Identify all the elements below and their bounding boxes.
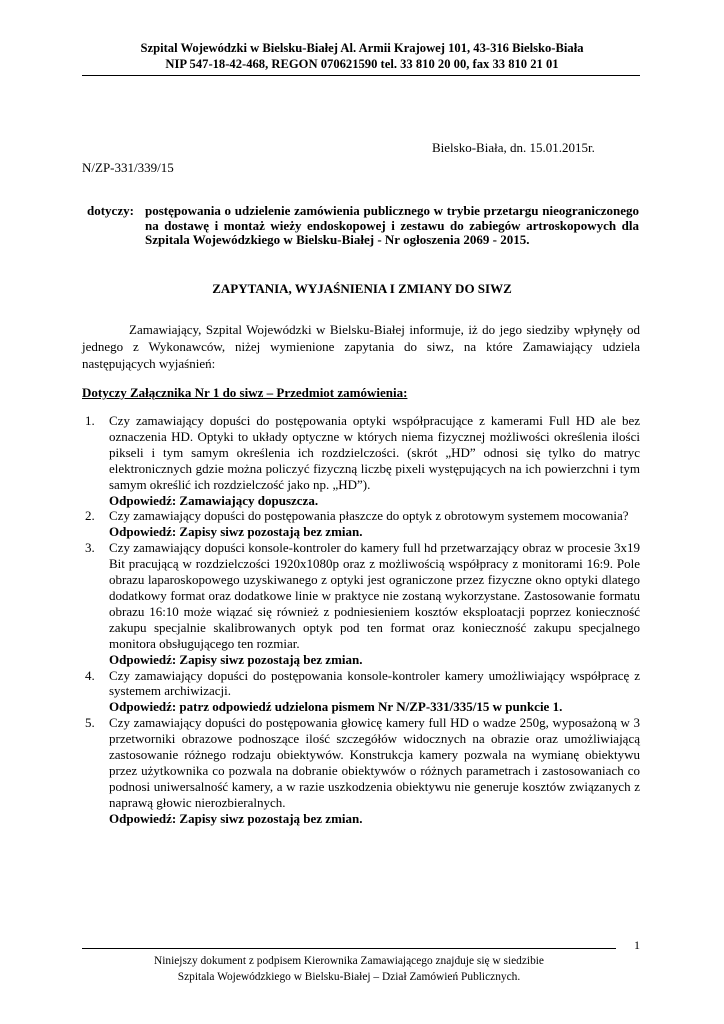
letterhead-contact: NIP 547-18-42-468, REGON 070621590 tel. 33 810 20 00, fax 33 810 21 01 bbox=[165, 57, 559, 71]
page-number: 1 bbox=[634, 938, 640, 952]
item-number: 5. bbox=[85, 715, 95, 731]
item-question: Czy zamawiający dopuści do postępowania płaszcze do optyk z obrotowym systemem mocowania? bbox=[109, 508, 629, 524]
intro-text: Zamawiający, Szpital Wojewódzki w Bielsku-Białej informuje, iż do jego siedziby wpłynęły od jednego z Wykonawców, niżej wymienione zapytania do siwz, na które Zamawiający udziela następujących wyjaśnień: bbox=[82, 322, 640, 371]
item-answer: Odpowiedź: Zapisy siwz pozostają bez zmian. bbox=[109, 524, 363, 540]
reference-number: N/ZP-331/339/15 bbox=[82, 160, 174, 175]
item-number: 1. bbox=[85, 413, 95, 428]
question-list bbox=[82, 413, 640, 827]
footer-divider bbox=[82, 948, 616, 949]
list-item bbox=[82, 540, 640, 667]
intro-paragraph bbox=[82, 322, 640, 372]
item-number: 2. bbox=[85, 508, 95, 524]
document-date: Bielsko-Biała, dn. 15.01.2015r. bbox=[432, 140, 595, 155]
footer-note bbox=[82, 954, 616, 985]
list-item bbox=[82, 508, 640, 540]
item-question: Czy zamawiający dopuści do postępowania głowicę kamery full HD o wadze 250g, wyposażoną w 3 przetworniki obrazowe podnoszące ilość szczegółów widocznych na obrazie oraz umożliwiającą zastosowanie różnego rodzaju obiektywów. Konstrukcja kamery pozwala na wymianę obiektywu przez użytkownika co pozwala na dobranie obiektywów o różnych parametrach i zastosowaniach co podnosi uniwersalność kamery, a w razie uszkodzenia obiektywu nie generuje kosztów związanych z naprawą głowic nierozbieralnych. bbox=[109, 715, 640, 810]
item-answer: Odpowiedź: Zapisy siwz pozostają bez zmian. bbox=[109, 810, 363, 826]
item-number: 3. bbox=[85, 540, 95, 556]
letterhead-divider bbox=[82, 75, 640, 76]
item-question: Czy zamawiający dopuści do postępowania optyki współpracujące z kamerami Full HD ale bez oznaczenia HD. Optyki to układy optyczne w których niema fizycznej możliwości określenia ilości pikseli i tym samym określenia ich rozdzielczości. (skrót „HD” odnosi się tylko do matryc elektronicznych gdzie można policzyć fizyczną liczbę pixeli występujących na ich powierzchni i tym samym określić ich rozdzielczość jako np. „HD”). bbox=[109, 413, 640, 492]
item-answer: Odpowiedź: Zamawiający dopuszcza. bbox=[109, 492, 319, 508]
list-item bbox=[82, 668, 640, 716]
letterhead-address: Szpital Wojewódzki w Bielsku-Białej Al. Armii Krajowej 101, 43-316 Bielsko-Biała bbox=[140, 41, 584, 55]
document-title: ZAPYTANIA, WYJAŚNIENIA I ZMIANY DO SIWZ bbox=[212, 281, 512, 296]
item-number: 4. bbox=[85, 667, 95, 683]
item-answer: Odpowiedź: Zapisy siwz pozostają bez zmian. bbox=[109, 651, 363, 667]
subject-block bbox=[87, 204, 639, 248]
list-item bbox=[82, 715, 640, 826]
subject-label: dotyczy: bbox=[87, 203, 134, 218]
subject-text: postępowania o udzielenie zamówienia publicznego w trybie przetargu nieograniczonego na dostawę i montaż wieży endoskopowej i zestawu do zabiegów artroskopowych dla Szpitala Wojewódzkiego w Bielsku-Białej - Nr ogłoszenia 2069 - 2015. bbox=[145, 203, 639, 247]
footer-line-1: Niniejszy dokument z podpisem Kierownika Zamawiającego znajduje się w siedzibie bbox=[153, 955, 544, 967]
item-answer: Odpowiedź: patrz odpowiedź udzielona pismem Nr N/ZP-331/335/15 w punkcie 1. bbox=[109, 699, 563, 715]
item-question: Czy zamawiający dopuści do postępowania konsole-kontroler kamery umożliwiający współpracę z systemem archiwizacji. bbox=[109, 667, 640, 699]
section-title: Dotyczy Załącznika Nr 1 do siwz – Przedmiot zamówienia: bbox=[82, 385, 408, 400]
footer-line-2: Szpitala Wojewódzkiego w Bielsku-Białej – Dział Zamówień Publicznych. bbox=[177, 970, 521, 983]
item-question: Czy zamawiający dopuści konsole-kontroler do kamery full hd przetwarzający obraz w procesie 3x19 Bit pracującą w rozdzielczości 1920x1080p oraz z możliwością współpracy z monitorami 16:9. Pole obrazu laparoskopowego uzyskiwanego z optyki jest ograniczone przez fizyczne okno optyki dlatego dodatkowy format oraz dodatkowe linie w praktyce nie zostaną wykorzystane. Zastosowanie formatu obrazu 16:10 może wiązać się również z podniesieniem kosztów eksploatacji poprzez konieczność zakupu specjalnie skalibrowanych optyk pod ten format oraz konieczność zakupu specjalnego monitora obsługującego ten rozmiar. bbox=[109, 540, 640, 651]
list-item bbox=[82, 413, 640, 508]
letterhead bbox=[82, 40, 642, 72]
